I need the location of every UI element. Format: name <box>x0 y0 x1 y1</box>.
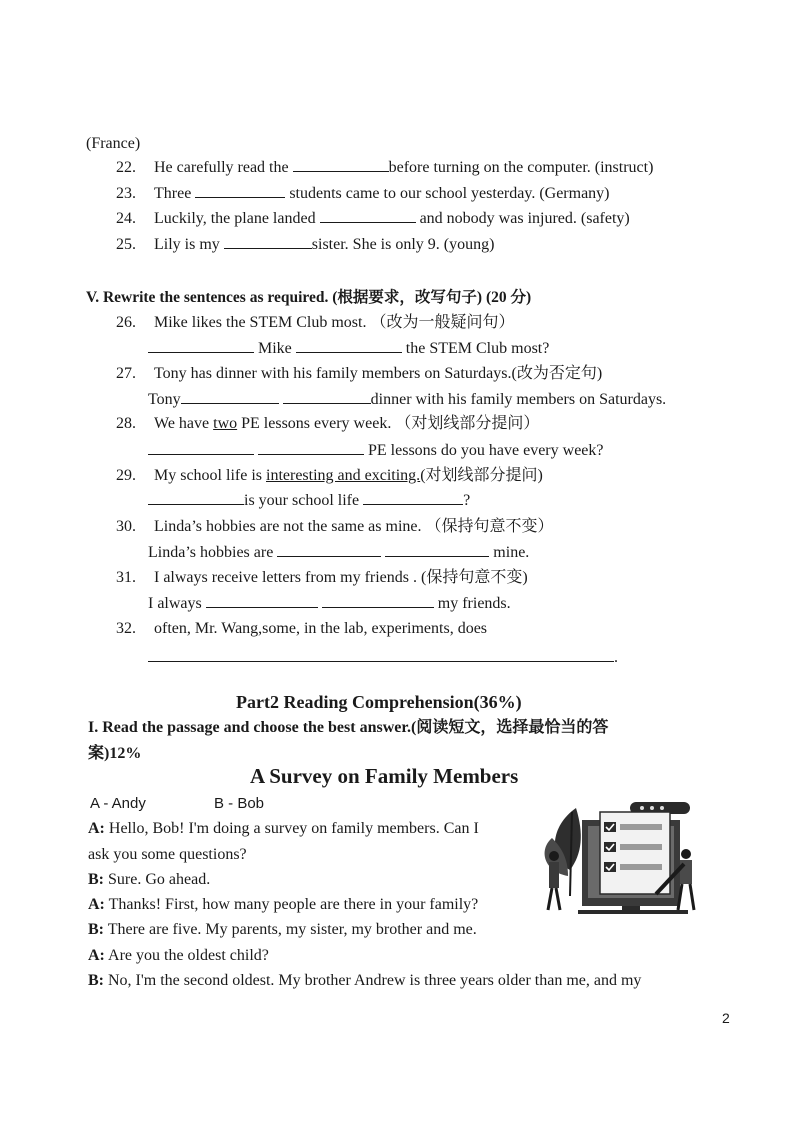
question-25 <box>116 235 494 255</box>
question-26 <box>116 313 514 333</box>
dialogue-text: Thanks! First, how many people are there in your family? <box>108 896 479 913</box>
question-text-after: before turning on the computer. (instruct) <box>388 159 654 176</box>
answer-text: my friends. <box>437 595 511 612</box>
speaker-label: B: <box>88 972 104 989</box>
dialogue-text: Hello, Bob! I'm doing a survey on family members. Can I <box>108 820 479 837</box>
answer-26 <box>148 339 549 359</box>
answer-blank[interactable] <box>385 543 489 557</box>
question-number: 22. <box>116 159 136 176</box>
answer-blank[interactable] <box>293 158 389 172</box>
question-23 <box>116 184 610 204</box>
answer-31 <box>148 594 511 614</box>
dialogue-text: Sure. Go ahead. <box>108 871 211 888</box>
question-text-before: Lily is my <box>154 236 220 253</box>
question-text: Linda’s hobbies are not the same as mine. <box>154 518 422 535</box>
question-text: often, Mr. Wang,some, in the lab, experiments, does <box>154 620 488 637</box>
speaker-a-legend: A - Andy <box>90 795 146 812</box>
answer-32 <box>148 648 618 668</box>
dialogue-text: No, I'm the second oldest. My brother Andrew is three years older than me, and my <box>108 972 642 989</box>
answer-blank[interactable] <box>181 390 279 404</box>
question-text-after: students came to our school yesterday. (Germany) <box>289 185 610 202</box>
question-32 <box>116 619 487 639</box>
question-number: 27. <box>116 365 136 382</box>
answer-text: Linda’s hobbies are <box>148 544 274 561</box>
underlined-part: interesting and exciting. <box>266 467 421 484</box>
answer-30 <box>148 543 529 563</box>
answer-blank[interactable] <box>296 339 402 353</box>
question-number: 31. <box>116 569 136 586</box>
answer-text: PE lessons do you have every week? <box>368 442 604 459</box>
answer-text: Tony <box>148 391 181 408</box>
question-text: I always receive letters from my friends . (保持句意不变) <box>154 569 528 586</box>
dialogue-text: Are you the oldest child? <box>108 947 269 964</box>
answer-blank[interactable] <box>363 491 463 505</box>
question-28 <box>116 414 539 434</box>
survey-checklist-illustration <box>538 798 698 916</box>
question-24 <box>116 209 630 229</box>
question-text: Tony has dinner with his family members on Saturdays.(改为否定句) <box>154 365 603 382</box>
question-22 <box>116 158 653 178</box>
speaker-label: B: <box>88 871 104 888</box>
answer-text: ? <box>463 492 471 509</box>
answer-blank[interactable] <box>322 594 434 608</box>
question-number: 30. <box>116 518 136 535</box>
answer-text: the STEM Club most? <box>405 340 550 357</box>
speaker-label: B: <box>88 921 104 938</box>
answer-text: . <box>614 649 618 666</box>
answer-blank[interactable] <box>224 235 312 249</box>
answer-blank[interactable] <box>148 491 244 505</box>
speaker-label: A: <box>88 820 105 837</box>
answer-text: dinner with his family members on Saturdays. <box>370 391 667 408</box>
answer-blank[interactable] <box>283 390 371 404</box>
dialogue-line <box>88 819 479 839</box>
answer-blank[interactable] <box>320 209 416 223</box>
dialogue-line <box>88 895 478 915</box>
part2-title: Part2 Reading Comprehension(36%) <box>236 692 522 712</box>
question-instruction: （保持句意不变） <box>425 518 554 535</box>
answer-blank[interactable] <box>148 441 254 455</box>
answer-text: is your school life <box>244 492 360 509</box>
answer-text: mine. <box>493 544 530 561</box>
answer-blank[interactable] <box>206 594 318 608</box>
dialogue-line <box>88 946 269 966</box>
answer-blank[interactable] <box>148 648 614 662</box>
question-number: 24. <box>116 210 136 227</box>
question-instruction: （改为一般疑问句） <box>370 314 515 331</box>
question-29 <box>116 466 543 486</box>
dialogue-line <box>88 845 247 865</box>
dialogue-text: ask you some questions? <box>88 846 247 863</box>
question-text-after: and nobody was injured. (safety) <box>419 210 630 227</box>
section-v-heading: V. Rewrite the sentences as required. (根据要求，改写句子) (20 分) <box>86 289 532 306</box>
underlined-part: two <box>213 415 238 432</box>
question-31 <box>116 568 528 588</box>
question-instruction: （对划线部分提问） <box>395 415 540 432</box>
dialogue-line <box>88 920 477 940</box>
question-text: PE lessons every week. <box>237 415 392 432</box>
answer-text: I always <box>148 595 202 612</box>
question-number: 23. <box>116 185 136 202</box>
speaker-label: A: <box>88 947 105 964</box>
question-text-after: sister. She is only 9. (young) <box>311 236 495 253</box>
question-27 <box>116 364 602 384</box>
answer-text: Mike <box>258 340 292 357</box>
dialogue-line <box>88 870 210 890</box>
question-text: My school life is <box>154 467 266 484</box>
dialogue-line <box>88 971 641 991</box>
question-number: 28. <box>116 415 136 432</box>
question-number: 32. <box>116 620 136 637</box>
answer-28 <box>148 441 604 461</box>
question-number: 25. <box>116 236 136 253</box>
question-number: 29. <box>116 467 136 484</box>
answer-27 <box>148 390 666 410</box>
section-i-heading: I. Read the passage and choose the best answer.(阅读短文，选择最恰当的答 <box>88 719 609 736</box>
answer-blank[interactable] <box>277 543 381 557</box>
question-instruction: (对划线部分提问) <box>420 467 543 484</box>
page-number: 2 <box>722 1010 730 1026</box>
speaker-b-legend: B - Bob <box>214 795 265 812</box>
question-30 <box>116 517 554 537</box>
dialogue-text: There are five. My parents, my sister, my brother and me. <box>107 921 477 938</box>
question-text: Mike likes the STEM Club most. <box>154 314 367 331</box>
speaker-label: A: <box>88 896 105 913</box>
answer-blank[interactable] <box>258 441 364 455</box>
question-text: We have <box>154 415 214 432</box>
answer-blank[interactable] <box>195 184 285 198</box>
passage-title: A Survey on Family Members <box>250 764 519 788</box>
question-text-before: Three <box>154 185 192 202</box>
question-text-before: Luckily, the plane landed <box>154 210 316 227</box>
answer-blank[interactable] <box>148 339 254 353</box>
question-text-before: He carefully read the <box>154 159 289 176</box>
question-number: 26. <box>116 314 136 331</box>
section-i-heading-cont: 案)12% <box>88 745 142 762</box>
answer-29 <box>148 491 470 511</box>
continuation-text: (France) <box>86 135 141 152</box>
